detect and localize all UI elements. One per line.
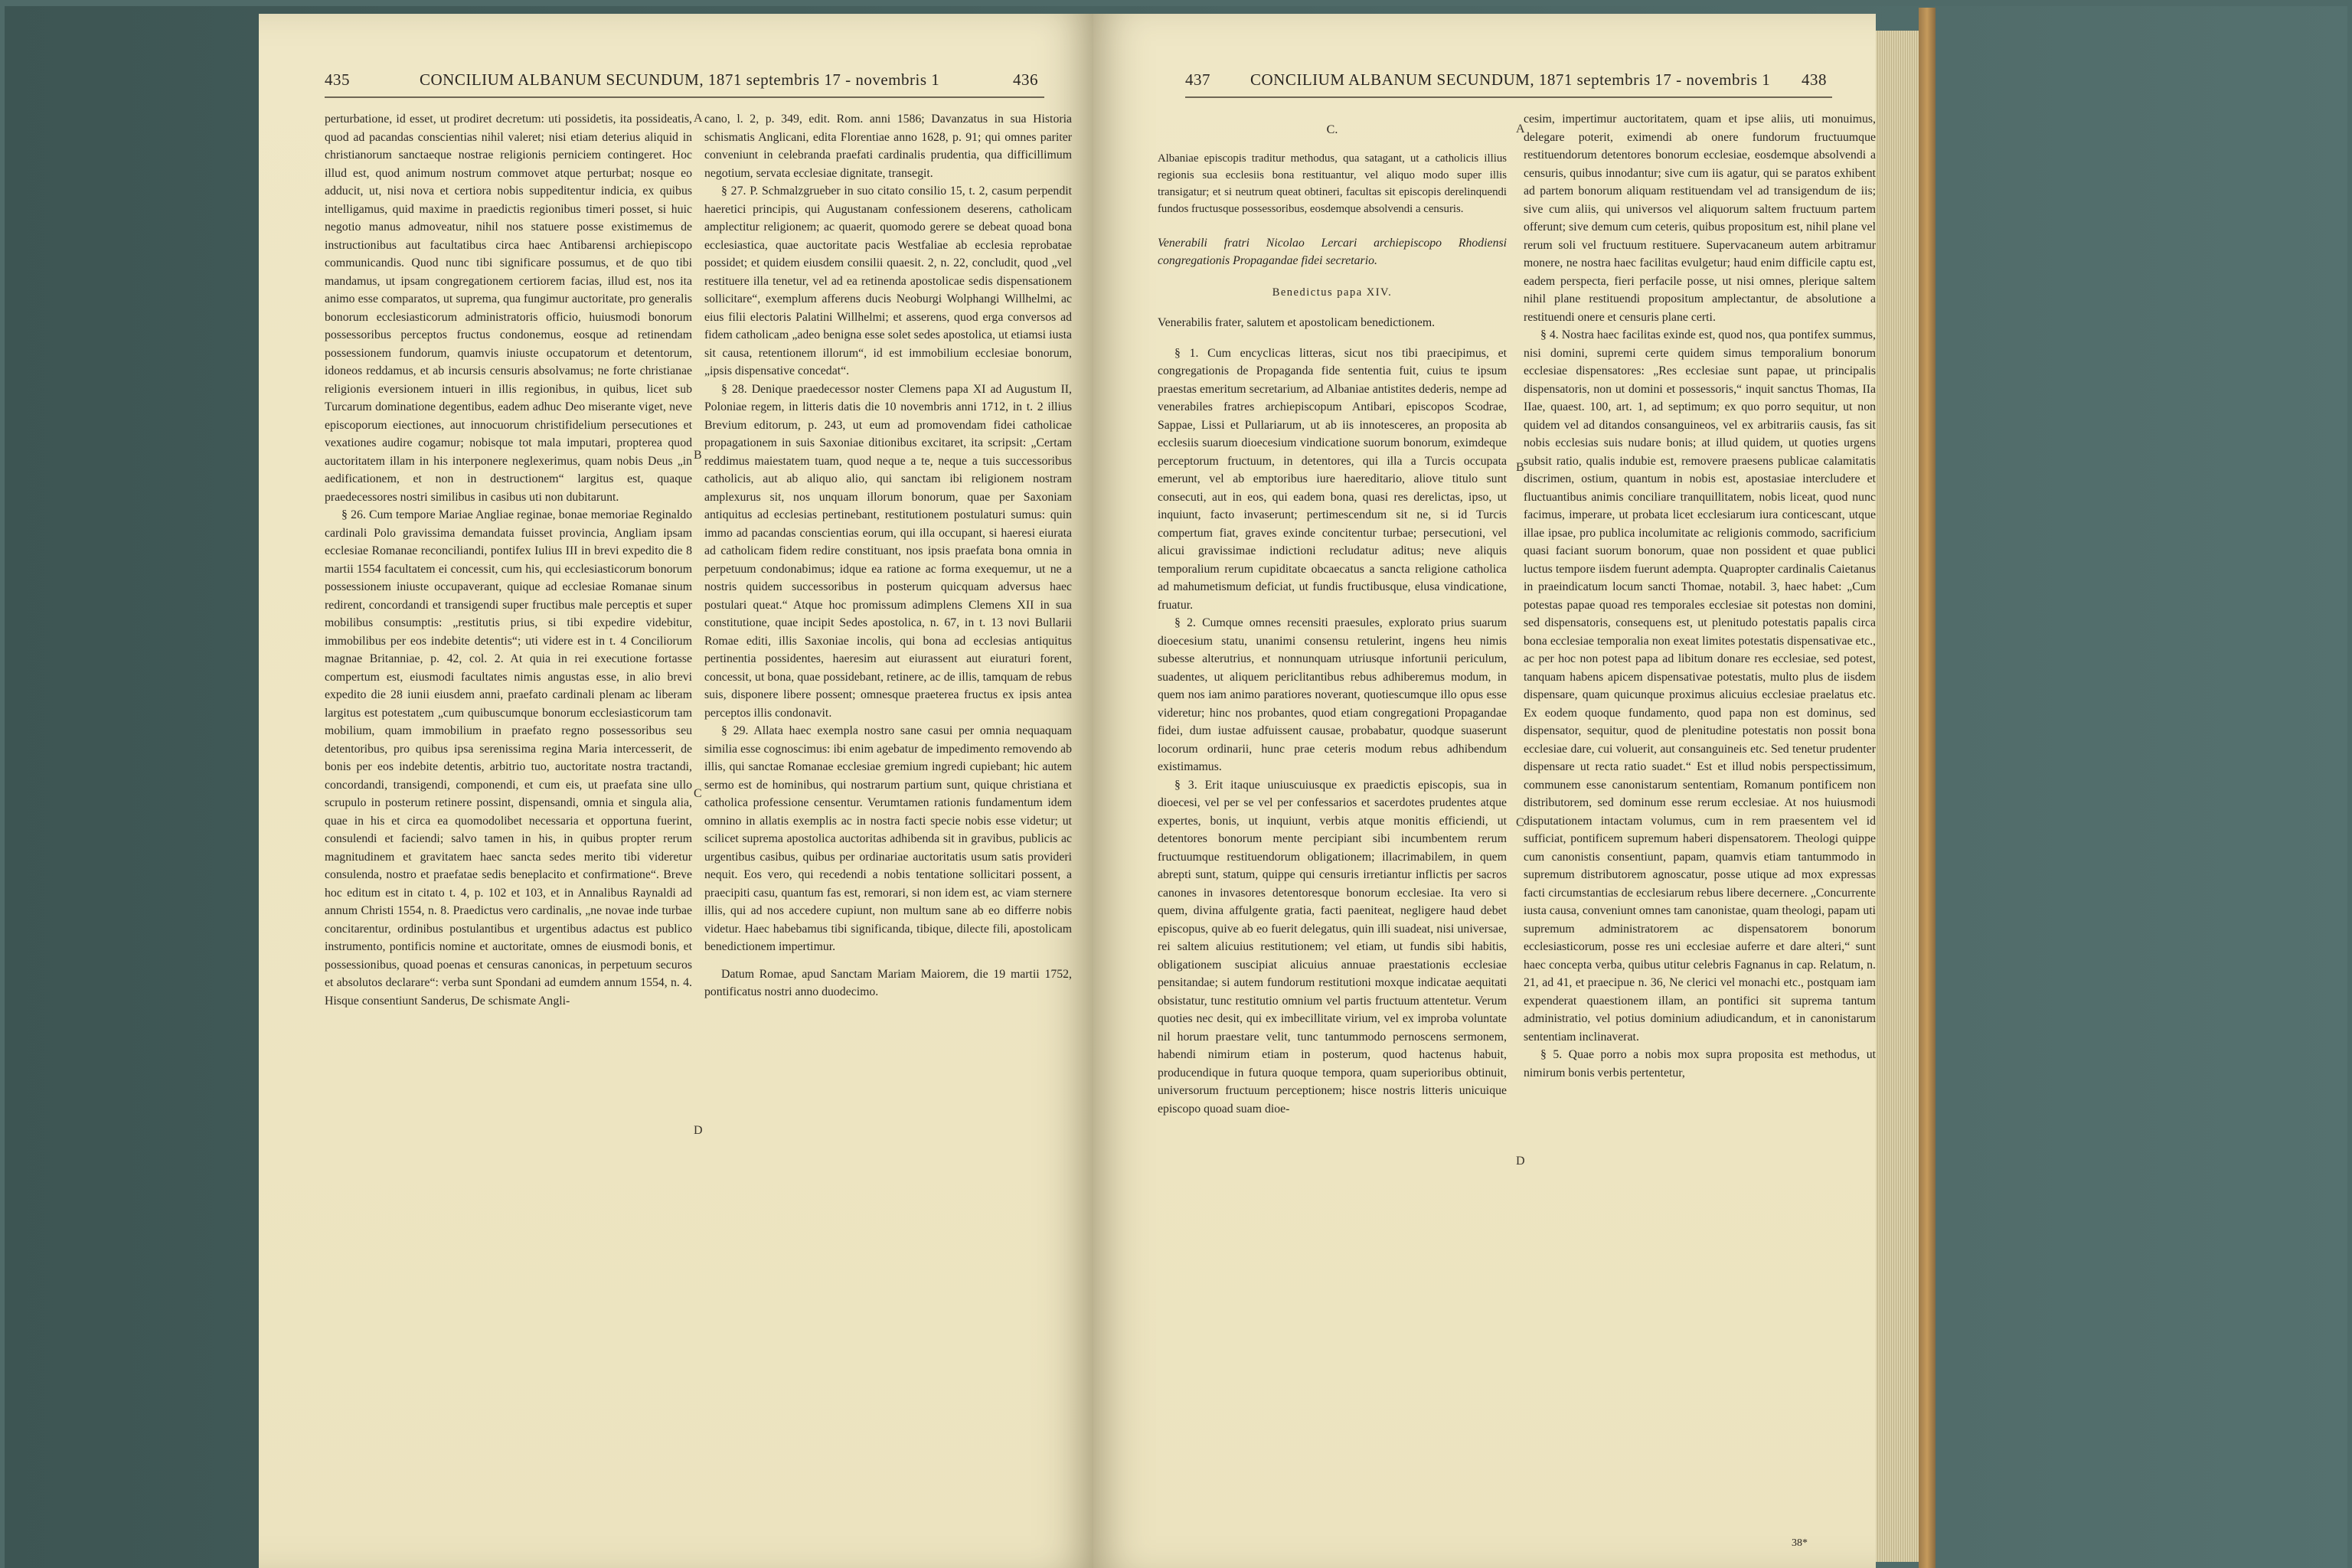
- left-head-rule: [325, 96, 1044, 98]
- right-col2-para-1: cesim, impertimur auctoritatem, quam et ipse aliis, uti monuimus, delegare poterit, eximendi ab onere fundorum fructuumque restituendorum detentores bonorum ecclesiae, eosdemque absolvendi a censuris, quibus innodantur; sive cum iis agatur, qui se paratos exhibent ad partem bonorum aliquam restituendam vel ad transigendum de iis; sive cum aliis, qui universos vel aliquorum saltem fructuum partem offerunt; sive demum cum ceteris, quibus propositum est, nihil plane vel rerum soli vel fructuum restituere. Supervacaneum autem arbitramur monere, ne nostra haec facilitas evulgetur; haud enim difficile captu est, eadem perspecta, fieri perfacile posse, ut nisi omnes, plerique saltem nihil plane restituendi propositum amplectantur, de absolutione a restituendi onere et censuris plane certi.: [1524, 113, 1876, 324]
- right-col1-para-2: § 2. Cumque omnes recensiti praesules, explorato prius suarum dioecesium statu, unanimi consensu retulerint, ingens heu nimis subesse alterutrius, et nonnunquam utriusque infortunii periculum, suadentes, ut aliquem periclitantibus rebus adhiberemus modum, in quem nos iam animo paratiores noverant, quotiescumque illo opus esse videretur; hinc nos probantes, quod etiam congregationi Propagandae fidei, dum iustae adfuissent causae, probabatur, quodque suaserunt locorum ordinarii, hunc prae ceteris modum rebus adhibendum existimamus.: [1158, 616, 1507, 773]
- right-col2-para-3: § 5. Quae porro a nobis mox supra proposita est methodus, ut nimirum bonis verbis pertentetur,: [1524, 1048, 1876, 1080]
- right-margin-marker-d: D: [1516, 1155, 1525, 1168]
- page-edges: [1876, 31, 1919, 1562]
- left-margin-marker-d: D: [694, 1124, 703, 1137]
- left-column-2: [704, 110, 1072, 1550]
- right-margin-marker-b: B: [1516, 461, 1524, 474]
- right-col1-para-1: § 1. Cum encyclicas litteras, sicut nos tibi praecipimus, et congregationis de Propaganda fide sententia fuit, cuius te ipsum praestas emeritum secretarium, ad Albaniae antistites dederis, nempe ad venerabiles fratres archiepiscopum Antibari, episcopos Scodrae, Sappae, Lissi et Pullariarum, ut ab iis innotesceres, an proposita ab ecclesiis suarum dioecesium vindicatione suorum bonorum, eximdeque perceptorum fructuum, in detentores, qui illa a Turcis occupata emerunt, vel ab emptoribus iure haereditario, aliove titulo sunt consecuti, aut in eos, qui eadem bona, quasi res derelictas, ipso, ut inquiunt, facto invaserunt; pertimescendum sit ne, si id Turcis compertum fiat, graves exinde concitentur turbae; persecutioni, vel alicui gravissimae indictioni recludatur aditus; neve aliquis temporalium rerum cupiditate obcaecatus a sancta religione catholica ad mahumetismum deficiat, ut fundis fructibusque, elusa vindicatione, fruatur.: [1158, 346, 1507, 612]
- left-folio-inner: 436: [1013, 70, 1038, 89]
- right-folio-outer: 438: [1802, 70, 1827, 89]
- right-col1-para-3: § 3. Erit itaque uniuscuiusque ex praedictis episcopis, sua in dioecesi, vel per se vel per confessarios et sacerdotes prudentes atque expertes, bonis, ut inquiunt, verbis atque monitis efficiendi, ut detentores bonorum mente percipiant sibi incumbentem rerum fructuumque restituendorum obligationem; illacrimabilem, in quem abrepti sunt, statum, quippe qui censuris irretiantur inflictis per sacros canones in invasores detentoresque bonorum ecclesiae. Ita vero si quem, divina affulgente gratia, facti paeniteat, negligere haud debet episcopus, quive ab eo fuerit delegatus, quin illi suadeat, nisi universae, rei saltem alicuius restitutionem; vel etiam, ut fundis sibi habitis, obligationem suscipiat alicuius annuae praestationis ecclesiae pensitandae; si autem fundorum restitutioni moxque indicatae aequitati obsistatur, tunc restitutio omnium vel partis fructuum attentetur. Verum quoties nec desit, qui ex imbecillitate virium, vel ex improba voluntate nil horum praestare velit, tunc tantummodo pernoscens sermonem, habendi nimirum etiam in posterum, quod hactenus habuit, producendique in futura quoque tempora, quam superioribus obtinuit, universorum fructuum perceptionem; hisce nostris litteris unicuique episcopo quoad suam dioe-: [1158, 778, 1507, 1116]
- right-running-title: CONCILIUM ALBANUM SECUNDUM, 1871 septembris 17 - novembris 1: [1250, 70, 1771, 89]
- left-col2-para-2: § 27. P. Schmalzgrueber in suo citato consilio 15, t. 2, casum perpendit haeretici principis, qui Augustanam confessionem deserens, catholicam amplectitur religionem; ac quaerit, quomodo gerere se debeat quoad bona ecclesiastica, quae auctoritate pacis Westfaliae ab ecclesia reprobatae possidet; et quidem eiusdem consilii quaesit. 2, n. 22, concludit, quod „vel restituere illa tenetur, vel ad ea retinenda apostolicae sedis dispensationem sollicitare“, exemplum afferens ducis Neoburgi Wolphangi Willhelmi, ac eius filii electoris Palatini Willhelmi; et asserens, quod erga conversos ad fidem catholicam „adeo benigna esse solet sedes apostolica, ut etiamsi iusta sit causa, retentionem illorum“, id est immobilium ecclesiae bonorum, „ipsis dispensative concedat“.: [704, 185, 1072, 377]
- right-col2-para-2: § 4. Nostra haec facilitas exinde est, quod nos, qua pontifex summus, nisi domini, supremi certe quidem simus temporalium bonorum ecclesiae dispensatores: „Res ecclesiae sunt papae, ut principalis dispensatoris, non ut domini et possessoris,“ inquit sanctus Thomas, IIa IIae, quaest. 100, art. 1, ad septimum; ex quo porro sequitur, ut non quidem vel ad ditandos consanguineos, vel ex arbitrariis causis, fas sit nobis ecclesias suis nudare bonis; at illud quidem, ut quoties urgens subsit ratio, qualis indubie est, removere praesens publicae calamitatis discrimen, ostium, quantum in nobis est, apostasiae intercludere et fluctuantibus animis conciliare tranquillitatem, nobis liceat, quod nunc facimus, imperare, ut probata licet ecclesiarum iura conticescant, utque illae ipsae, pro publica incolumitate ac religionis commodo, sacrificium quasi faciant suorum bonorum, quae non possident et quae publici luctus tempore iisdem fuerunt adempta. Quapropter cardinalis Caietanus in praeindicatum locum sancti Thomae, notabil. 3, haec habet: „Cum potestas papae quoad res temporales ecclesiae sit potestas non domini, sed dispensatoris, consequens est, ut plenitudo potestatis papalis circa bona ecclesiae temporalia non exeat limites potestatis dispensativae etc., ac per hoc non potest papa ad libitum donare res ecclesiae, sed potest, tanquam habens apicem dispensativae potestatis, multo plus de iisdem dispensare, quam quicunque proximus alicuius ecclesiae praelatus etc. Ex eodem quoque fundamento, quod papa non est dominus, sed dispensator, sequitur, quod de plenitudine potestatis non possit bona ecclesiae dare, cui voluerit, aut consanguineis etc. Sed tenetur prudenter dispensare ut recta ratio suadet.“ Est et illud nobis perspectissimum, communem esse canonistarum sententiam, Romanum pontificem non distributorem, sed dominum esse rerum ecclesiae. At nos huiusmodi disputationem intactam volumus, cum in rem praesentem vel id sufficiat, pontificem supremum haberi dispensatorem. Theologi quippe cum canonistis consentiunt, papam, quamvis etiam tantummodo in supremum distributorem agnoscatur, posse utique ad mox expressas facti circumstantias de ecclesiarum rebus libere decernere. „Concurrente iusta causa, conveniunt omnes tam canonistae, quam theologi, papam uti supremum administratorem ac dispensatorem bonorum ecclesiasticorum, posse res uni ecclesiae auferre et dare alteri,“ sunt haec concepta verba, quibus utitur celebris Fagnanus in cap. Relatum, n. 21, ad 41, et praecipue n. 36, Ne clerici vel monachi etc., postquam iam expenderat quaestionem illam, an pontifici sit suprema tantum administratio, vel potius dominium adiudicandum, et in canonistarum sententiam inclinaverat.: [1524, 328, 1876, 1044]
- section-letter: C.: [1326, 123, 1338, 136]
- left-column-1: [325, 110, 692, 1550]
- document-address: Venerabili fratri Nicolao Lercari archiepiscopo Rhodiensi congregationis Propagandae fidei secretario.: [1158, 236, 1507, 267]
- document-summary: Albaniae episcopis traditur methodus, qua satagant, ut a catholicis illius regionis sua ecclesiis bona restituantur, vel aliquo modo super illis transigatur; et si neutrum queat obtineri, facultas sit episcopis derelinquendi fundos fructusque possessoribus, eosdemque absolvendi a censuris.: [1158, 152, 1507, 215]
- pope-name: Benedictus papa XIV.: [1272, 286, 1393, 299]
- signature-mark: 38*: [1792, 1537, 1808, 1549]
- right-page: [1093, 14, 1876, 1568]
- left-running-title: CONCILIUM ALBANUM SECUNDUM, 1871 septembris 17 - novembris 1: [420, 70, 940, 89]
- right-head-rule: [1185, 96, 1832, 98]
- right-column-1: [1158, 110, 1507, 1550]
- left-col1-para-2: § 26. Cum tempore Mariae Angliae reginae, bonae memoriae Reginaldo cardinali Polo gravissima demandata fuisset provincia, Angliam ipsam ecclesiae Romanae reconciliandi, pontifex Iulius III in brevi expedito die 8 martii 1554 facultatem ei concessit, cum his, qui ecclesiasticorum bonorum possessionem iniuste occupaverant, quique ad ecclesiae Romanae sinum redirent, concordandi et transigendi super fructibus male perceptis et super mobilibus consumptis: „restitutis prius, si tibi expedire videbitur, immobilibus per eos indebite detentis“; uti videre est in t. 4 Conciliorum magnae Britanniae, p. 42, col. 2. At quia in rei executione fortasse compertum est, eiusmodi facultates nimis angustas esse, in alio brevi expedito die 28 iunii eiusdem anni, praefato cardinali plenam ac liberam largitus est potestatem „cum quibuscumque bonorum ecclesiasticorum tam mobilium, quam immobilium in praefato regno possessoribus seu detentoribus, pro quibus ipsa serenissima regina Maria intercesserit, de bonis per eos indebite detentis, arbitrio tuo, auctoritate nostra tractandi, concordandi, transigendi, componendi, et cum eis, ut praefata sine ullo scrupulo in posterum retinere possint, dispensandi, omnia et singula alia, quae in his et circa ea quomodolibet necessaria et opportuna fuerint, consulendi et faciendi; salvo tamen in his, in quibus propter rerum magnitudinem et gravitatem haec sancta sedes merito tibi videretur consulenda, nostro et praefatae sedis beneplacito et confirmatione“. Breve hoc editum est in citato t. 4, p. 102 et 103, et in Annalibus Raynaldi ad annum Christi 1554, n. 8. Praedictus vero cardinalis, „ne novae inde turbae concitarentur, ordinibus postulantibus et urgentibus adactus est publico instrumento, pontificis nomine et auctoritate, omnes de eiusmodi bonis, et possessionibus, quoad poenas et censuras canonicas, in perpetuum securos et absolutos declarare“: verba sunt Spondani ad eumdem annum 1554, n. 4. Hisque consentiunt Sanderus, De schismate Angli-: [325, 508, 692, 1008]
- left-margin-marker-b: B: [694, 449, 702, 462]
- left-col2-para-1: cano, l. 2, p. 349, edit. Rom. anni 1586; Davanzatus in sua Historia schismatis Anglicani, edita Florentiae anno 1628, p. 91; qui omnes pariter conveniunt in celebranda praefati cardinalis prudentia, qua difficillimum negotium, servata ecclesiae dignitate, transegit.: [704, 113, 1072, 180]
- right-margin-marker-a: A: [1516, 122, 1525, 136]
- right-column-2: [1524, 110, 1876, 1550]
- right-margin-marker-c: C: [1516, 816, 1524, 829]
- salutation: Venerabilis frater, salutem et apostolicam benedictionem.: [1158, 316, 1436, 329]
- right-folio-inner: 437: [1185, 70, 1210, 89]
- left-margin-marker-a: A: [694, 112, 703, 125]
- left-margin-marker-c: C: [694, 787, 702, 800]
- left-folio-outer: 435: [325, 70, 350, 89]
- left-col2-para-5: Datum Romae, apud Sanctam Mariam Maiorem, die 19 martii 1752, pontificatus nostri anno duodecimo.: [704, 967, 1072, 998]
- left-col2-para-3: § 28. Denique praedecessor noster Clemens papa XI ad Augustum II, Poloniae regem, in litteris datis die 10 novembris anni 1712, in t. 2 illius Brevium editorum, p. 243, ut eum ad promovendam fidei catholicae propagationem in suis Saxoniae ditionibus excitaret, ita scripsit: „Certam reddimus maiestatem tuam, quod neque a te, neque a tuis successoribus catholicis, aut ab aliquo alio, qui sanctam ibi religionem nostram amplexurus sit, nos unquam illorum bonorum, quae per Saxoniam antiquitus ad ecclesias pertinebant, restitutionem postulaturi sumus: quin immo ad pacandas conscientias eorum, qui illa occupant, si haeresi eiurata ad catholicam fidem redire constituant, nos ipsis praefata bona omnia in perpetuum condonabimus; idque ea ratione ac forma exequemur, ut ne a nostris quidem successoribus in posterum quicquam adversus haec postulari queat.“ Atque hoc promissum adimplens Clemens XII in sua constitutione, quae incipit Sedes apostolica, n. 67, in t. 13 novi Bullarii Romae editi, illis Saxoniae incolis, qui bona ad ecclesias antiquitus pertinentia possidentes, haeresim aut eiurassent aut eiuraturi forent, concessit, ut bona, quae possidebant, retinere, ac de illis, tamquam de rebus suis, disponere libere possent; omnesque praeterea fructus ex ipsis antea perceptos illis condonavit.: [704, 382, 1072, 720]
- left-col2-para-4: § 29. Allata haec exempla nostro sane casui per omnia nequaquam similia esse cognoscimus: ibi enim agebatur de impedimento removendo ab illis, qui sanctae Romanae ecclesiae gremium ingredi cupiebant; hic autem sermo est de hominibus, qui nostrarum partium sunt, quique christiana et catholica professione censentur. Verumtamen rationis fundamentum idem omnino in allatis exemplis ac in nostra facti specie nobis esse videtur; ut scilicet suprema apostolica auctoritas adhibenda sit in gravibus, publicis ac urgentibus casibus, quibus per ordinariae auctoritatis usum satis provideri nequit. Eos vero, qui recedendi a nobis tentatione sollicitari possent, a praecipiti casu, quantum fas est, remorari, si non idem est, ac viam sternere illis, qui ad nos accedere cupiunt, non multum sane ab eo differre nobis videtur. Haec habebamus tibi significanda, tibique, dilecte fili, apostolicam benedictionem impertimur.: [704, 724, 1072, 953]
- left-col1-para-1: perturbatione, id esset, ut prodiret decretum: uti possidetis, ita possideatis, quod ad pacandas conscientias nihil valeret; nisi etiam deterius aliquid in christianorum sanctaeque nostrae religionis perniciem contingeret. Hoc illud est, quod animum nostrum commovet atque perturbat; nosque eo adducit, ut, nisi nova et certiora nobis suppeditentur indicia, ex quibus intelligamus, quid maxime in praedictis regionibus timeri posset, si huic negotio manus admoveatur, nihil nos statuere posse existimemus de instructionibus aut facultatibus circa haec Antibarensi archiepiscopo communicandis. Quod nunc tibi significare possumus, et de quo tibi mandamus, ut ipsam congregationem certiorem facias, illud est, nos ita animo esse comparatos, ut suprema, qua fungimur auctoritate, pro generalis bonorum ecclesiasticorum administratoris officio, huiusmodi bonorum possessoribus perceptos fructus condonemus, eosque ad retinendam possessionem fundorum, quamvis iniuste occupatorum et detentorum, idoneos reddamus, et ab incursis censuris absolvamus; ne forte christianae religionis eversionem intueri in illis regionibus, in quibus, licet sub Turcarum dominatione degentibus, eadem adhuc Deo miserante viget, neve episcoporum eiectiones, aut innocuorum christifidelium persecutiones et vexationes audire cogamur; nobisque tot mala imputari, propterea quod auctoritatem illam in his interponere neglexerimus, quam nobis Deus „in aedificationem, et non in destructionem“ largitus est, quaque praedecessores nostri similibus in casibus uti non dubitarunt.: [325, 113, 692, 504]
- left-page: [259, 14, 1093, 1568]
- book-cover-edge: [1919, 8, 1936, 1568]
